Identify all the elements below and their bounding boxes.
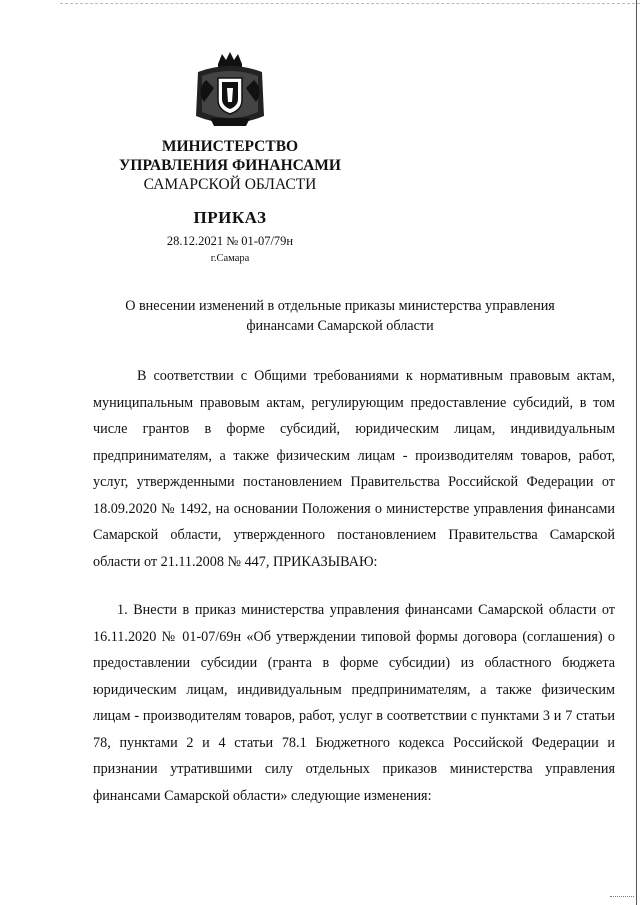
ministry-name-line3: САМАРСКОЙ ОБЛАСТИ — [143, 176, 317, 193]
body-paragraph-2-text: 1. Внести в приказ министерства управления финансами Самарской области от 16.11.2020 № 01-07/69н «Об утверждении типовой формы договора (соглашения) о предоставлении субсидии (гранта в форме субсидии) из областного бюджета юридическим лицам, индивидуальным предпринимателям, а также физическим лицам - производителям товаров, работ, услуг в соответствии с пунктами 3 и 7 статьи 78, пунктами 2 и 4 статьи 78.1 Бюджетного кодекса Российской Федерации и признании утратившими силу отдельных приказов министерства управления финансами Самарской области» следующие изменения: — [93, 602, 615, 804]
body-paragraph-1-text: В соответствии с Общими требованиями к нормативным правовым актам, муниципальным правовым актам, регулирующим предоставление субсидий, в том числе грантов в форме субсидий, юридическим лицам, индивидуальным предпринимателям, а также физическим лицам - производителям товаров, работ, услуг, утвержденными постановлением Правительства Российской Федерации от 18.09.2020 № 1492, на основании Положения о министерстве управления финансами Самарской области, утвержденного постановлением Правительства Самарской области от 21.11.2008 № 447, ПРИКАЗЫВАЮ: — [93, 368, 615, 570]
order-title: ПРИКАЗ — [193, 208, 267, 227]
body-paragraph-2 — [93, 597, 615, 809]
coat-of-arms-icon — [188, 50, 272, 134]
order-city: г.Самара — [210, 253, 250, 264]
ministry-name-line2: УПРАВЛЕНИЯ ФИНАНСАМИ — [119, 157, 341, 174]
order-subject-line2: финансами Самарской области — [246, 318, 434, 334]
scan-edge-top — [60, 3, 640, 5]
order-date-number: 28.12.2021 № 01-07/79н — [166, 234, 294, 248]
scan-edge-right — [636, 0, 637, 905]
order-subject — [80, 296, 600, 336]
ministry-name-line1: МИНИСТЕРСТВО — [161, 138, 299, 155]
body-paragraph-1 — [93, 363, 615, 575]
scan-corner-mark — [610, 896, 634, 903]
order-subject-line1: О внесении изменений в отдельные приказы министерства управления — [125, 298, 555, 314]
